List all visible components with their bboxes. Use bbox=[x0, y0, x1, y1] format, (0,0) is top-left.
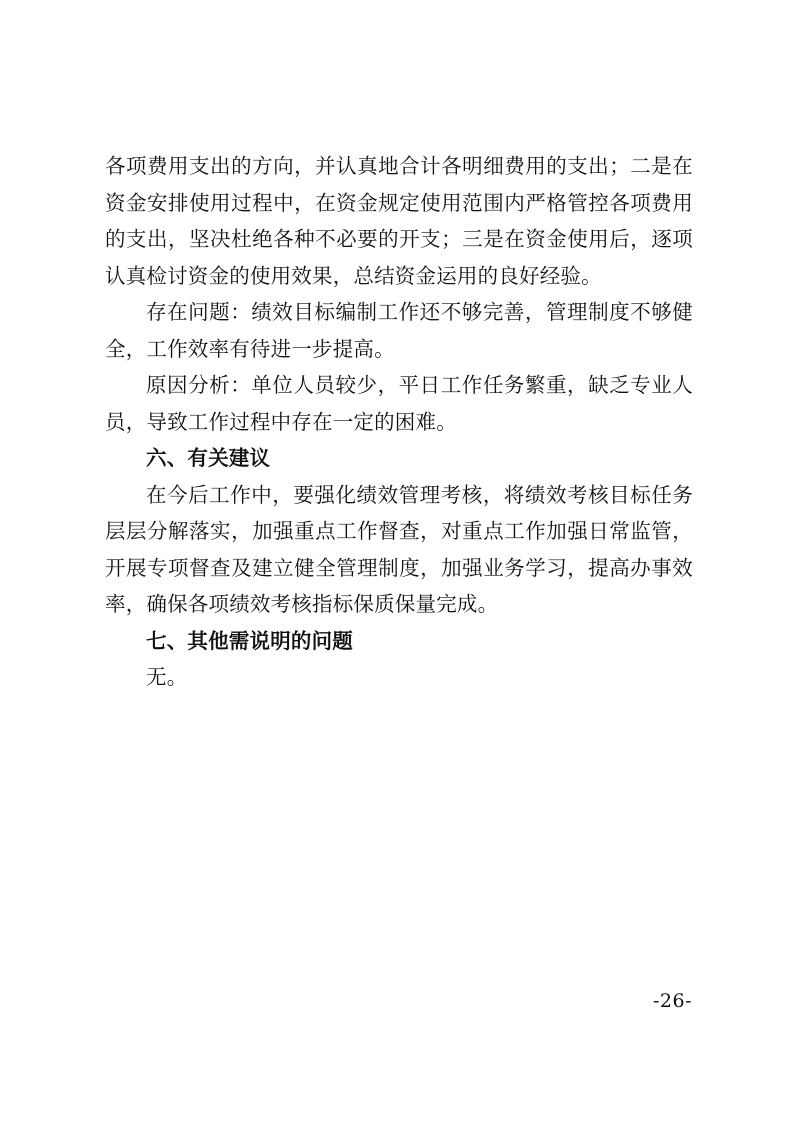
heading-other-issues: 七、其他需说明的问题 bbox=[146, 628, 353, 653]
paragraph-existing-problems: 存在问题：绩效目标编制工作还不够完善，管理制度不够健全，工作效率有待进一步提高。 bbox=[105, 300, 693, 361]
paragraph-suggestions: 在今后工作中，要强化绩效管理考核，将绩效考核目标任务层层分解落实，加强重点工作督查，对重点工作加强日常监管，开展专项督查及建立健全管理制度，加强业务学习，提高办事效率，确保各项绩效考核指标保质保量完成。 bbox=[105, 482, 693, 616]
paragraph-cause-analysis: 原因分析：单位人员较少，平日工作任务繁重，缺乏专业人员，导致工作过程中存在一定的困难。 bbox=[105, 373, 693, 434]
page-number: -26- bbox=[652, 990, 692, 1012]
paragraph-fund-usage: 各项费用支出的方向，并认真地合计各明细费用的支出；二是在资金安排使用过程中，在资金规定使用范围内严格管控各项费用的支出，坚决杜绝各种不必要的开支；三是在资金使用后，逐项认真检讨资金的使用效果，总结资金运用的良好经验。 bbox=[105, 154, 693, 288]
document-body bbox=[105, 148, 693, 696]
heading-suggestions: 六、有关建议 bbox=[146, 446, 271, 470]
paragraph-none: 无。 bbox=[146, 665, 188, 689]
